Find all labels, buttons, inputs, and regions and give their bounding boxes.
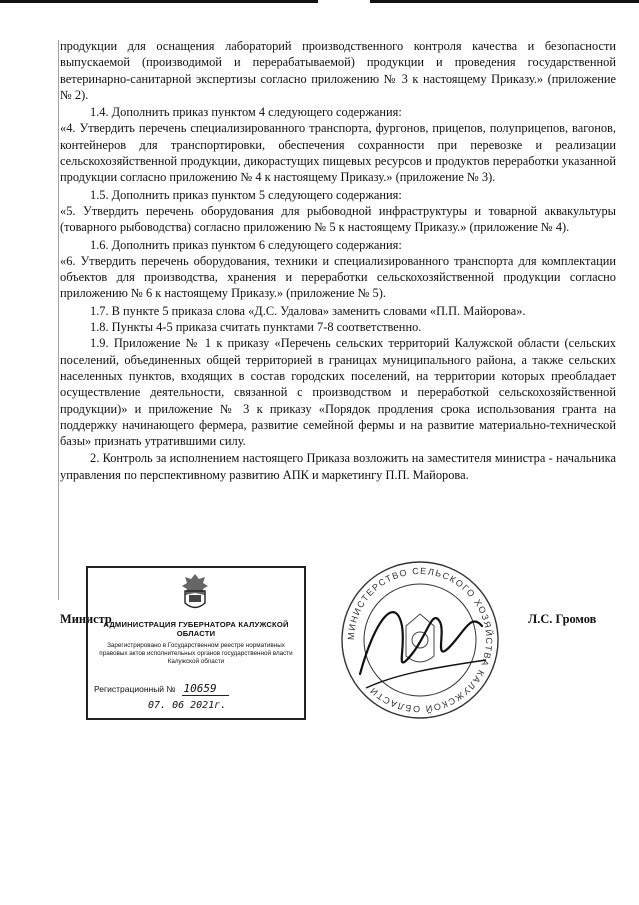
- stamp-body: Зарегистрировано в Государственном реестре нормативных правовых актов исполнительных органов государственной власти Калужской области: [99, 642, 293, 666]
- paragraph-1-8: 1.8. Пункты 4-5 приказа считать пунктами 7-8 соответственно.: [90, 320, 422, 335]
- paragraph-item-4: «4. Утвердить перечень специализированного транспорта, фургонов, прицепов, полуприцепов, вагонов, контейнеров для транспортировки, обеспечения сохранности при перевозке и реализации сельскохозяйственной продукции, дикорастущих пищевых ресурсов и продуктов переработки указанной продукции согласно приложению № 4 к настоящему Приказу.» (приложение № 3).: [60, 121, 616, 185]
- paragraph-2: 2. Контроль за исполнением настоящего Приказа возложить на заместителя министра - начальника управления по перспективному развитию АПК и маркетингу П.П. Майорова.: [60, 451, 616, 482]
- scan-margin-line: [58, 40, 59, 600]
- paragraph-1-4: 1.4. Дополнить приказ пунктом 4 следующего содержания:: [90, 105, 402, 120]
- stamp-header: АДМИНИСТРАЦИЯ ГУБЕРНАТОРА КАЛУЖСКОЙ ОБЛАСТИ: [103, 620, 289, 638]
- stamp-date: 07. 06 2021г.: [148, 700, 227, 711]
- paragraph-1-9: 1.9. Приложение № 1 к приказу «Перечень сельских территорий Калужской области (сельских поселений, объединенных общей территорией в границах муниципального района, а также сельских населенных пунктов, входящих в состав городских поселений, на территории которых преобладает осуществление деятельности, связанной с производством и переработкой сельскохозяйственной продукции)» и приложение № 3 к приказу «Порядок продления срока использования гранта на поддержку начинающего фермера, развитие семейной фермы и на развитие материально-технической базы» признать утратившими силу.: [60, 336, 616, 449]
- registration-stamp: [86, 566, 306, 720]
- paragraph-1-5: 1.5. Дополнить приказ пунктом 5 следующего содержания:: [90, 187, 402, 202]
- paragraph-continuation: продукции для оснащения лабораторий производственного контроля качества и безопасности выпускаемой (производимой и перерабатываемой) продукции и проведения государственной ветеринарно-санитарной экспертизы согласно приложению № 3 к настоящему Приказу.» (приложение № 2).: [60, 39, 616, 102]
- handwritten-signature: [360, 612, 482, 674]
- paragraph-item-6: «6. Утвердить перечень оборудования, техники и специализированного транспорта для комплектации объектов для производства, хранения и переработки сельскохозяйственной продукции согласно приложению № 6 к настоящему Приказу.» (приложение № 5).: [60, 253, 616, 301]
- document-body: [60, 38, 616, 483]
- coat-of-arms-icon: [178, 571, 212, 613]
- stamp-reg-label: Регистрационный №: [94, 684, 176, 694]
- official-seal: [336, 556, 504, 724]
- paragraph-1-7: 1.7. В пункте 5 приказа слова «Д.С. Удалова» заменить словами «П.П. Майорова».: [90, 303, 526, 318]
- signature-title: Министр: [60, 612, 112, 626]
- top-border-line: [0, 0, 639, 3]
- signature-name: Л.С. Громов: [528, 612, 597, 626]
- stamp-reg-number: 10659: [182, 682, 229, 696]
- paragraph-item-5: «5. Утвердить перечень оборудования для рыбоводной инфраструктуры и товарной аквакультуры (товарного рыбоводства) согласно приложению № 5 к настоящему Приказу.» (приложение № 4).: [60, 203, 616, 235]
- seal-ring-text: МИНИСТЕРСТВО СЕЛЬСКОГО ХОЗЯЙСТВА КАЛУЖСКОЙ ОБЛАСТИ: [345, 565, 495, 715]
- stamp-registration-line: [94, 682, 229, 695]
- paragraph-1-6: 1.6. Дополнить приказ пунктом 6 следующего содержания:: [90, 237, 402, 252]
